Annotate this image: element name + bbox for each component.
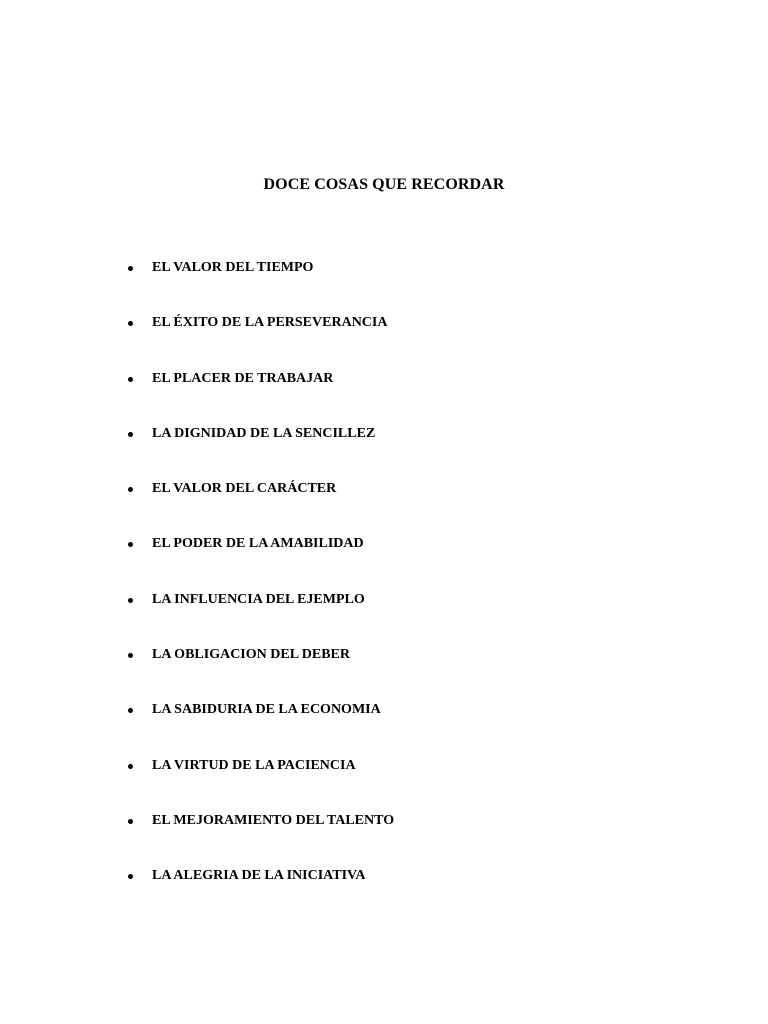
bullet-icon xyxy=(128,874,133,879)
list-item-label: EL VALOR DEL TIEMPO xyxy=(152,260,314,275)
bullet-icon xyxy=(128,542,133,547)
list-item-label: EL PODER DE LA AMABILIDAD xyxy=(152,536,364,551)
list-item-label: LA VIRTUD DE LA PACIENCIA xyxy=(152,758,356,773)
bullet-icon xyxy=(128,708,133,713)
page-title: DOCE COSAS QUE RECORDAR xyxy=(263,176,505,193)
bullet-icon xyxy=(128,266,133,271)
list-item-label: EL PLACER DE TRABAJAR xyxy=(152,371,334,386)
list-item-label: LA ALEGRIA DE LA INICIATIVA xyxy=(152,868,366,883)
bullet-icon xyxy=(128,321,133,326)
bullet-icon xyxy=(128,487,133,492)
list-item-label: EL ÉXITO DE LA PERSEVERANCIA xyxy=(152,315,388,330)
bullet-icon xyxy=(128,764,133,769)
list-item-label: EL VALOR DEL CARÁCTER xyxy=(152,481,337,496)
bullet-icon xyxy=(128,653,133,658)
list-item-label: EL MEJORAMIENTO DEL TALENTO xyxy=(152,813,395,828)
bullet-icon xyxy=(128,598,133,603)
list-item-label: LA OBLIGACION DEL DEBER xyxy=(152,647,350,662)
bullet-icon xyxy=(128,819,133,824)
bullet-icon xyxy=(128,377,133,382)
list-item-label: LA DIGNIDAD DE LA SENCILLEZ xyxy=(152,426,376,441)
list-item-label: LA INFLUENCIA DEL EJEMPLO xyxy=(152,592,365,607)
bullet-icon xyxy=(128,432,133,437)
list-item-label: LA SABIDURIA DE LA ECONOMIA xyxy=(152,702,381,717)
